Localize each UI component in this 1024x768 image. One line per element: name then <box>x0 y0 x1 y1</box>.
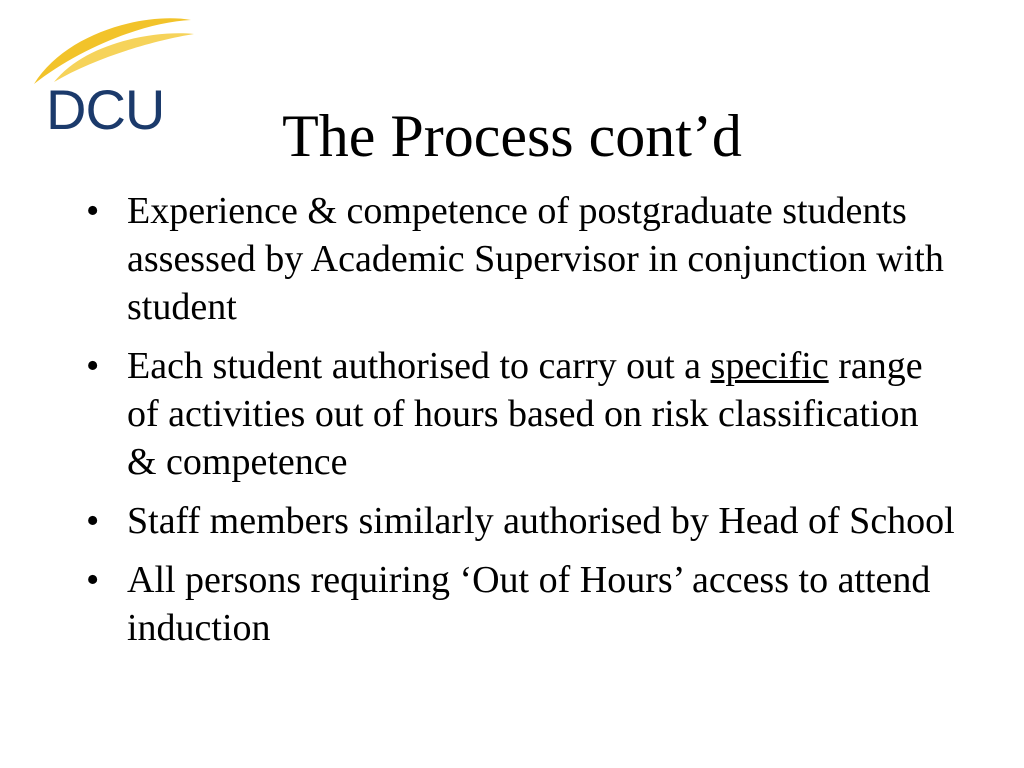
bullet-item <box>86 342 956 486</box>
bullet-text-underlined: specific <box>710 345 829 387</box>
bullet-text: Experience & competence of postgraduate students assessed by Academic Supervisor in conjunction with student <box>127 190 944 328</box>
bullet-text-before: Each student authorised to carry out a <box>127 345 711 387</box>
bullet-item <box>86 497 956 545</box>
bullet-text: Staff members similarly authorised by Head of School <box>127 500 955 542</box>
bullet-text-after: range of activities out of hours based on risk classification & competence <box>127 345 923 483</box>
bullet-icon: • <box>86 190 100 232</box>
bullet-item <box>86 556 956 652</box>
bullet-list <box>86 187 956 663</box>
bullet-icon: • <box>86 559 100 601</box>
logo-text: DCU <box>46 78 165 141</box>
slide-title: The Process cont’d <box>282 103 742 169</box>
bullet-icon: • <box>86 345 100 387</box>
bullet-item <box>86 187 956 331</box>
bullet-text: All persons requiring ‘Out of Hours’ access to attend induction <box>127 559 931 649</box>
bullet-icon: • <box>86 500 100 542</box>
